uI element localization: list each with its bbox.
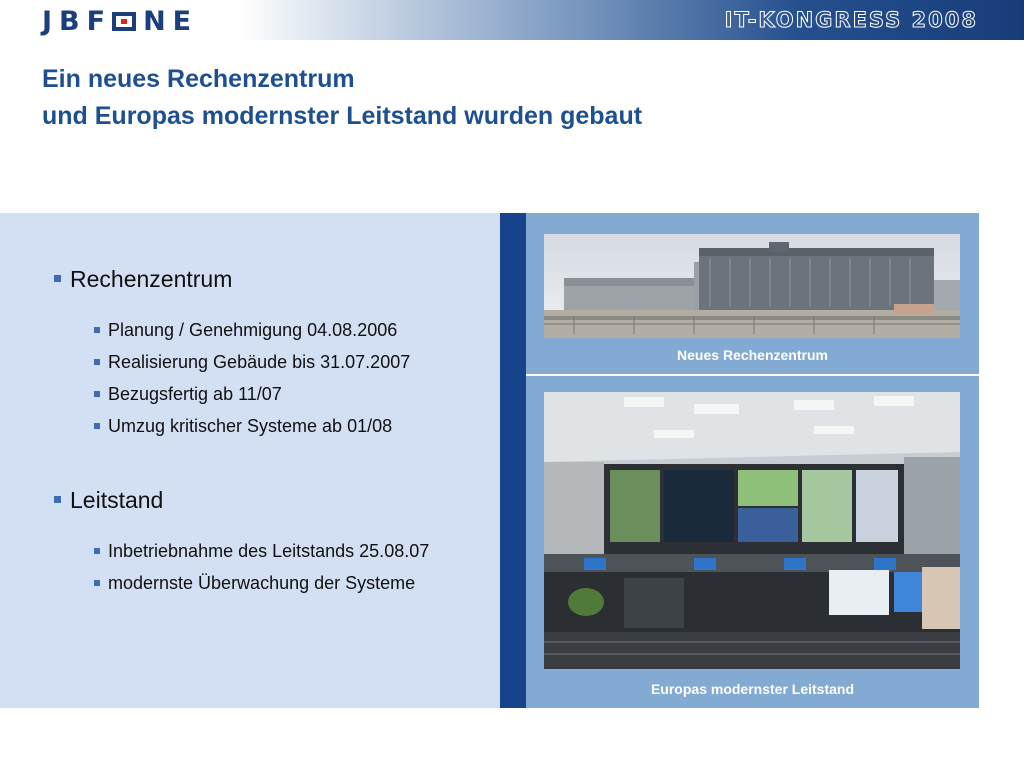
bullet-leitstand: Leitstand: [52, 483, 492, 517]
building-photo: [544, 234, 960, 338]
bullet-list: [52, 262, 492, 599]
sub-bullets-leitstand: [92, 535, 492, 599]
company-logo: [42, 6, 198, 36]
photo-separator: [526, 374, 979, 376]
slide-title: [42, 61, 642, 135]
list-item: Bezugsfertig ab 11/07: [92, 378, 492, 410]
list-item: modernste Überwachung der Systeme: [92, 567, 492, 599]
list-item: Realisierung Gebäude bis 31.07.2007: [92, 346, 492, 378]
logo-text-end: NE: [143, 5, 199, 37]
list-item: Umzug kritischer Systeme ab 01/08: [92, 410, 492, 442]
slide-title-line-1: Ein neues Rechenzentrum: [42, 65, 355, 93]
caption-control-room: Europas modernster Leitstand: [650, 681, 855, 697]
slide-title-line-2: und Europas modernster Leitstand wurden gebaut: [42, 102, 643, 130]
divider-strip: [500, 213, 526, 708]
event-title: IT-KONGRESS 2008: [724, 8, 978, 32]
caption-building: Neues Rechenzentrum: [677, 347, 828, 363]
list-item: Planung / Genehmigung 04.08.2006: [92, 314, 492, 346]
logo-text: JBF: [42, 5, 113, 37]
list-item: Inbetriebnahme des Leitstands 25.08.07: [92, 535, 492, 567]
bullet-rechenzentrum: Rechenzentrum: [52, 262, 492, 296]
control-room-photo: [544, 392, 960, 669]
logo-square-icon: [112, 12, 136, 31]
sub-bullets-rechenzentrum: [92, 314, 492, 442]
